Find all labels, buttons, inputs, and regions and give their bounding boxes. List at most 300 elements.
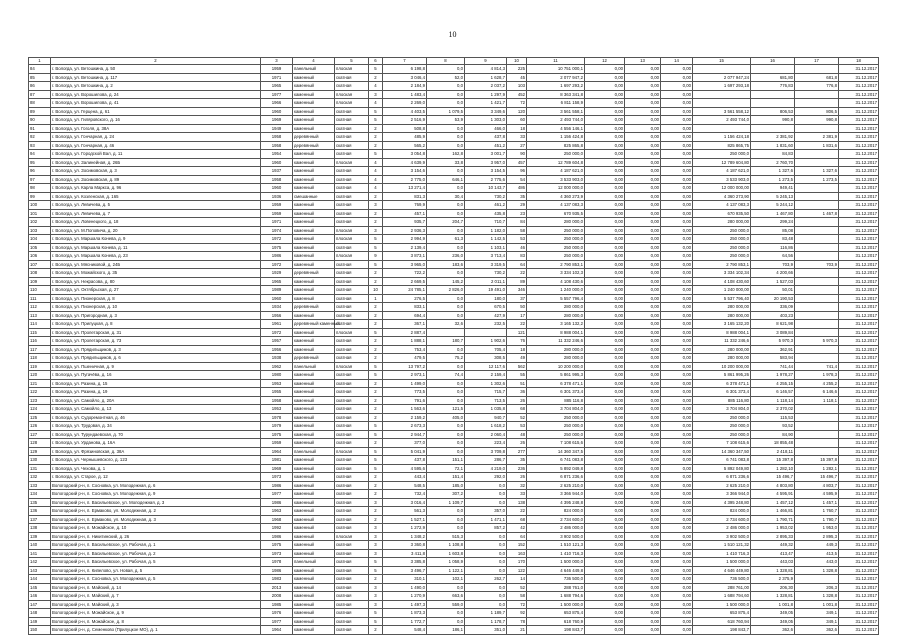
table-cell: 2 826,0 (427, 286, 465, 295)
table-cell: 100 (29, 201, 51, 210)
table-cell: г. Вологда, ул. Чернышевского, д. 123 (51, 456, 261, 465)
table-cell: 31.12.2017 (839, 337, 879, 346)
table-cell: 0,0 (427, 99, 465, 108)
column-header: 12 (585, 58, 625, 65)
table-cell: 0,00 (625, 124, 661, 133)
table-cell (795, 243, 839, 252)
table-cell: 170 (507, 558, 527, 567)
table-row (29, 65, 879, 74)
table-cell (693, 90, 751, 99)
table-cell: 2 159,4 (465, 371, 507, 380)
table-cell: 1969 (261, 464, 293, 473)
table-cell: г. Вологда, ул. Пугачёва, д. 16 (51, 371, 261, 380)
table-cell: 52,0 (427, 73, 465, 82)
table-cell: 0,00 (661, 226, 693, 235)
table-cell (795, 575, 839, 584)
table-cell: 310,1 (383, 575, 427, 584)
table-cell: 5 (369, 609, 383, 618)
table-cell: 0,00 (661, 209, 693, 218)
table-cell: 31.12.2017 (839, 201, 879, 210)
table-cell: 1 563,6 (383, 405, 427, 414)
table-cell: Вологодский р-н, п. Можайское, д. 8 (51, 617, 261, 626)
table-cell: каменный (293, 388, 335, 397)
table-cell: 1 510 121,3 (527, 541, 585, 550)
table-cell: 443,0 (795, 558, 839, 567)
table-cell: 1964 (261, 626, 293, 635)
table-row (29, 464, 879, 473)
table-cell: 0,00 (661, 464, 693, 473)
table-cell: 0,00 (585, 320, 625, 329)
table-cell: скатная (335, 192, 369, 201)
table-cell: 0,00 (625, 515, 661, 524)
table-cell: плоская (335, 99, 369, 108)
table-cell: 23 (507, 209, 527, 218)
table-cell: 2 734 600,0 (527, 515, 585, 524)
table-cell: 0,00 (661, 337, 693, 346)
table-cell: скатная (335, 175, 369, 184)
table-cell: 4 395 248,80 (693, 498, 751, 507)
table-cell: 0,00 (585, 192, 625, 201)
table-cell: 0,0 (465, 583, 507, 592)
table-cell: 0,00 (661, 303, 693, 312)
table-cell: 1 831,6 (795, 141, 839, 150)
table-cell: 112 (29, 303, 51, 312)
table-row (29, 82, 879, 91)
table-cell: каменный (293, 600, 335, 609)
table-cell: 1 (369, 294, 383, 303)
table-cell: 0,0 (427, 303, 465, 312)
table-cell: 31.12.2017 (839, 158, 879, 167)
table-cell: 0,00 (585, 158, 625, 167)
table-cell: 3 709,8 (465, 447, 507, 456)
table-cell: 31.12.2017 (839, 192, 879, 201)
table-cell: 36 (507, 388, 527, 397)
table-cell: 990,8 (795, 116, 839, 125)
column-header: 18 (839, 58, 879, 65)
table-cell: г. Вологда, ул. Турундаевская, д. 70 (51, 430, 261, 439)
table-cell: г. Вологда, ул. Можайского, д. 35 (51, 269, 261, 278)
table-cell: 6 811 158,9 (527, 99, 585, 108)
column-header: 10 (507, 58, 527, 65)
table-cell: 5 (369, 566, 383, 575)
column-header: 7 (383, 58, 427, 65)
table-cell: 935,7 (383, 218, 427, 227)
table-cell: 1 500 000,0 (693, 600, 751, 609)
table-cell: 1 182,0 (465, 226, 507, 235)
table-cell: г. Вологда, ул. Пшеничная, д. 9 (51, 362, 261, 371)
table-cell: 5 (369, 362, 383, 371)
table-cell: 2 994,9 (383, 235, 427, 244)
table-cell: 121 (29, 379, 51, 388)
column-header: 8 (427, 58, 465, 65)
table-cell: 31.12.2017 (839, 345, 879, 354)
table-cell: 0,00 (661, 617, 693, 626)
table-cell (795, 320, 839, 329)
table-cell: 5 (369, 65, 383, 74)
table-cell: 0,00 (661, 99, 693, 108)
table-cell: 4 (369, 82, 383, 91)
table-cell: каменный (293, 226, 335, 235)
table-cell: 236,0 (427, 252, 465, 261)
table-cell: 31.12.2017 (839, 371, 879, 380)
table-cell: 0,00 (661, 362, 693, 371)
table-cell: 31.12.2017 (839, 422, 879, 431)
table-cell: смешанные (293, 192, 335, 201)
table-cell: 15 397,8 (751, 456, 795, 465)
table-cell: 1 978,3 (795, 371, 839, 380)
table-row (29, 396, 879, 405)
table-cell: 35 (507, 192, 527, 201)
table-cell: 0,00 (661, 184, 693, 193)
table-cell: 2 (369, 413, 383, 422)
table-cell: 145 (29, 583, 51, 592)
table-cell: 0,00 (625, 345, 661, 354)
table-cell: 11 332 246,6 (527, 337, 585, 346)
table-cell: 1 953,0 (795, 524, 839, 533)
table-cell: 18 855,48 (751, 439, 795, 448)
table-row (29, 320, 879, 329)
table-cell: 120 (29, 371, 51, 380)
table-cell: 31.12.2017 (839, 507, 879, 516)
table-cell: 18 (507, 124, 527, 133)
table-cell: 1 467,8 (795, 209, 839, 218)
table-cell: 5 (369, 464, 383, 473)
table-cell: каменный (293, 626, 335, 635)
table-cell: 618 760,94 (693, 617, 751, 626)
table-cell: 0,00 (661, 252, 693, 261)
table-cell: скатная (335, 303, 369, 312)
table-cell: 0,00 (661, 558, 693, 567)
table-cell: 4 200,66 (751, 269, 795, 278)
table-cell: 2 (369, 388, 383, 397)
table-cell: 31.12.2017 (839, 490, 879, 499)
table-cell: 3 873,1 (383, 252, 427, 261)
table-row (29, 541, 879, 550)
table-cell: 2 269,0 (383, 99, 427, 108)
table-cell: деревянный (293, 303, 335, 312)
table-cell: 0,00 (661, 192, 693, 201)
table-cell: 4 595,9 (795, 490, 839, 499)
table-cell: скатная (335, 133, 369, 142)
table-cell: каменный (293, 294, 335, 303)
table-cell: 351,0 (465, 626, 507, 635)
table-cell: 76 (507, 337, 527, 346)
table-cell: 1978 (261, 413, 293, 422)
column-header: 15 (693, 58, 751, 65)
table-cell: 0,00 (585, 124, 625, 133)
table-cell: 4 556 146,1 (527, 124, 585, 133)
table-cell: 8 988 004,1 (527, 328, 585, 337)
table-cell: 1981 (261, 456, 293, 465)
table-cell: 46 (507, 243, 527, 252)
table-cell: скатная (335, 515, 369, 524)
table-cell: каменный (293, 345, 335, 354)
table-cell: 824 000,0 (693, 507, 751, 516)
table-cell: 0,00 (585, 617, 625, 626)
table-row (29, 277, 879, 286)
table-cell: скатная (335, 107, 369, 116)
table-cell: каменный (293, 405, 335, 414)
table-cell: 90 (507, 150, 527, 159)
table-cell: 3 713,4 (465, 252, 507, 261)
table-cell: 54 (507, 175, 527, 184)
table-cell: 646,1 (427, 175, 465, 184)
table-cell: 206,3 (795, 583, 839, 592)
table-cell: 461,2 (465, 201, 507, 210)
table-cell: Вологодский р-н, д. Семенково (Прилуцкое МО), д. 1 (51, 626, 261, 635)
table-cell: 31.12.2017 (839, 362, 879, 371)
table-cell: 2 (369, 133, 383, 142)
table-cell (751, 90, 795, 99)
table-cell: 117 (29, 345, 51, 354)
table-cell: скатная (335, 277, 369, 286)
table-cell: 0,0 (427, 388, 465, 397)
table-cell: 0,00 (661, 175, 693, 184)
table-row (29, 235, 879, 244)
table-cell: каменный (293, 167, 335, 176)
table-cell: каменный (293, 566, 335, 575)
table-cell: 2 (369, 73, 383, 82)
table-cell: 1 697 293,2 (527, 82, 585, 91)
table-cell: 152 (507, 541, 527, 550)
table-cell: скатная (335, 549, 369, 558)
table-cell: 0,00 (585, 252, 625, 261)
table-cell: 0,00 (661, 65, 693, 74)
table-cell (795, 65, 839, 74)
table-cell: 0,0 (427, 524, 465, 533)
table-cell: 1 688 794,6 (527, 592, 585, 601)
table-cell (751, 65, 795, 74)
table-cell: 250 000,0 (527, 243, 585, 252)
table-cell: 2 (369, 439, 383, 448)
table-cell: 0,00 (661, 566, 693, 575)
table-cell: г. Вологда, ул. Гоголя, д. 38А (51, 124, 261, 133)
table-cell: 825 865,8 (527, 141, 585, 150)
table-cell: 149 (29, 617, 51, 626)
table-cell: 1 421,7 (465, 99, 507, 108)
table-cell: 0,00 (585, 439, 625, 448)
table-cell: 0,00 (661, 541, 693, 550)
table-row (29, 201, 879, 210)
table-cell: 5 892 049,8 (527, 464, 585, 473)
table-cell: каменный (293, 124, 335, 133)
table-cell: 1955 (261, 388, 293, 397)
table-cell: 833,1 (383, 303, 427, 312)
table-cell: 1 273,5 (795, 175, 839, 184)
table-row (29, 388, 879, 397)
table-cell: 722,2 (383, 269, 427, 278)
table-row (29, 413, 879, 422)
table-cell: 0,0 (427, 507, 465, 516)
table-cell: 58 (507, 592, 527, 601)
table-row (29, 490, 879, 499)
table-cell: 91 (29, 124, 51, 133)
table-cell (795, 439, 839, 448)
table-cell: 1 688 794,60 (693, 592, 751, 601)
table-cell: 0,00 (661, 515, 693, 524)
housing-table (28, 57, 879, 635)
table-cell: 31.12.2017 (839, 600, 879, 609)
table-cell: 0,00 (625, 396, 661, 405)
table-cell: 0,0 (427, 209, 465, 218)
table-cell: 1 497,3 (383, 600, 427, 609)
table-cell: 949,41 (751, 184, 795, 193)
table-row (29, 362, 879, 371)
table-cell: 2 734 600,0 (693, 515, 751, 524)
table-cell: 0,0 (427, 141, 465, 150)
table-cell: 0,00 (661, 507, 693, 516)
table-cell: 12 117,6 (465, 362, 507, 371)
table-cell: 122 (29, 388, 51, 397)
table-cell: Вологодский р-н, п. Васильевское, ул. Рабочая, д. 1 (51, 541, 261, 550)
table-cell: 1 490,0 (383, 583, 427, 592)
table-cell: 250 000,0 (527, 150, 585, 159)
table-cell: 250 000,0 (693, 226, 751, 235)
table-cell: 0,00 (661, 82, 693, 91)
table-cell: 4 219,0 (465, 464, 507, 473)
table-cell: 75,2 (427, 354, 465, 363)
table-cell: плоская (335, 252, 369, 261)
table-cell: 6 741 083,8 (693, 456, 751, 465)
table-cell: 2 (369, 481, 383, 490)
table-cell: 0,00 (625, 226, 661, 235)
table-cell: 0,00 (625, 558, 661, 567)
table-cell: 121 (507, 328, 527, 337)
table-cell: 0,00 (661, 532, 693, 541)
table-cell (751, 99, 795, 108)
table-cell: 2 775,0 (383, 175, 427, 184)
table-cell: скатная (335, 558, 369, 567)
table-cell: 5 970,3 (795, 337, 839, 346)
table-cell: 5 (369, 328, 383, 337)
table-cell: 0,00 (585, 473, 625, 482)
table-cell (795, 413, 839, 422)
table-cell: каменный (293, 456, 335, 465)
table-cell: Вологодский р-н, п. Ермаково, ул. Молодежная, д. 3 (51, 515, 261, 524)
table-cell: 0,00 (661, 167, 693, 176)
table-cell: каменный (293, 260, 335, 269)
table-cell: 1966 (261, 99, 293, 108)
table-cell: 37 (507, 294, 527, 303)
table-cell: 7 108 615,6 (527, 439, 585, 448)
table-cell: 1 471,1 (465, 515, 507, 524)
table-cell: 2 (369, 626, 383, 635)
table-cell: 136 (29, 507, 51, 516)
table-row (29, 243, 879, 252)
table-cell: 31.12.2017 (839, 583, 879, 592)
table-cell: г. Вологда, ул. Старое, д. 12 (51, 473, 261, 482)
table-cell: 1986 (261, 481, 293, 490)
table-cell: 0,0 (465, 600, 507, 609)
table-cell: 1 297,9 (465, 90, 507, 99)
table-cell: 736 500,0 (693, 575, 751, 584)
table-cell: скатная (335, 269, 369, 278)
table-row (29, 371, 879, 380)
table-cell: 116 (29, 337, 51, 346)
table-cell: 1975 (261, 243, 293, 252)
column-header: 17 (795, 58, 839, 65)
table-cell: 144 (29, 575, 51, 584)
table-cell: 31.12.2017 (839, 116, 879, 125)
table-cell: 72 (507, 99, 527, 108)
table-row (29, 379, 879, 388)
table-cell: 0,00 (585, 490, 625, 499)
table-cell: 0,00 (625, 294, 661, 303)
table-cell: 0,00 (585, 626, 625, 635)
table-cell: 1959 (261, 65, 293, 74)
table-cell: 583,94 (751, 354, 795, 363)
table-cell: 31.12.2017 (839, 277, 879, 286)
table-cell: 24 785,1 (383, 286, 427, 295)
table-cell: 2 669,5 (383, 277, 427, 286)
table-cell: 548,5 (383, 481, 427, 490)
table-cell: 250 000,0 (693, 413, 751, 422)
table-cell: 52 (507, 413, 527, 422)
table-cell: 0,00 (585, 524, 625, 533)
table-cell: 681,80 (751, 73, 795, 82)
table-cell: 0,0 (427, 379, 465, 388)
table-cell: 457 (507, 158, 527, 167)
table-cell: 92 (507, 609, 527, 618)
table-cell: 357,0 (465, 507, 507, 516)
table-row (29, 566, 879, 575)
table-cell: 119 (29, 362, 51, 371)
table-cell: 3 533 903,0 (693, 175, 751, 184)
table-cell: 2 (369, 507, 383, 516)
table-cell: 0,00 (585, 141, 625, 150)
table-cell: панельный (293, 362, 335, 371)
table-cell: 710,7 (465, 218, 507, 227)
table-cell: 31.12.2017 (839, 226, 879, 235)
table-cell: 349,05 (751, 617, 795, 626)
table-cell: 0,0 (465, 490, 507, 499)
table-cell: 3 533 903,0 (527, 175, 585, 184)
table-cell: 451,2 (465, 141, 507, 150)
table-cell: 0,00 (585, 311, 625, 320)
table-cell: 1 772,7 (383, 617, 427, 626)
table-row (29, 73, 879, 82)
table-cell: 0,00 (661, 388, 693, 397)
column-header: 2 (51, 58, 261, 65)
table-cell: 2 159,2 (383, 413, 427, 422)
table-cell: 0,00 (661, 396, 693, 405)
table-cell: 1977 (261, 490, 293, 499)
table-cell: 31.12.2017 (839, 498, 879, 507)
table-cell: 1936 (261, 192, 293, 201)
table-cell: каменный (293, 150, 335, 159)
table-cell: 42 (507, 524, 527, 533)
table-cell: скатная (335, 498, 369, 507)
table-cell: 85,08 (751, 226, 795, 235)
table-cell: 0,0 (465, 558, 507, 567)
table-cell: каменный (293, 481, 335, 490)
table-row (29, 609, 879, 618)
table-cell: 129 (29, 447, 51, 456)
table-cell: 0,00 (625, 405, 661, 414)
table-cell: 0,00 (585, 184, 625, 193)
table-cell: 730,2 (465, 269, 507, 278)
table-cell: 705,4 (465, 345, 507, 354)
table-cell: каменный (293, 99, 335, 108)
table-cell: 0,00 (625, 218, 661, 227)
table-cell: 107 (29, 260, 51, 269)
table-cell: 3 016,4 (383, 498, 427, 507)
table-cell: 134 (29, 490, 51, 499)
table-cell: г. Вологда, ул. Фрязиновская, д. 38А (51, 447, 261, 456)
table-cell: 5 (369, 617, 383, 626)
table-cell: 346 (507, 286, 527, 295)
table-cell: каменный (293, 328, 335, 337)
